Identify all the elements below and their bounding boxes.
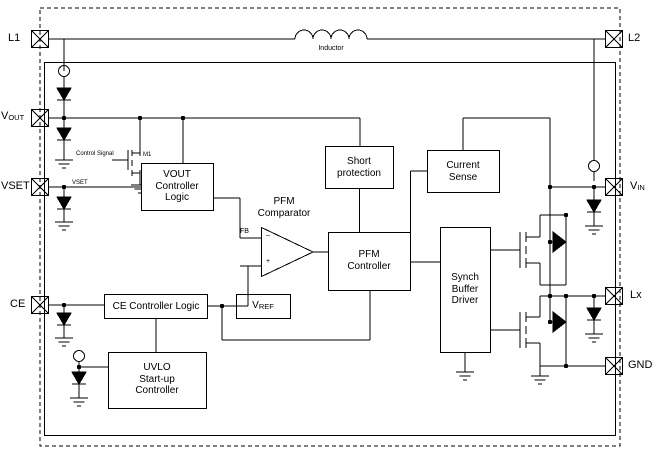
block-label-current-sense: Current Sense <box>446 160 480 183</box>
pfm-comparator-label: PFM Comparator <box>257 196 311 219</box>
block-label-vref: VREF <box>252 300 274 311</box>
block-label-ce-controller-logic: CE Controller Logic <box>112 301 200 312</box>
control-signal-label: Control Signal <box>76 151 114 157</box>
inductor-label: Inductor <box>318 45 344 52</box>
block-label-vout-controller-logic: VOUT Controller Logic <box>155 169 199 203</box>
pin-label-l1: L1 <box>8 32 21 44</box>
pin-label-lx: Lx <box>630 289 642 301</box>
pin-label-vin: VIN <box>630 180 645 192</box>
block-label-pfm-controller: PFM Controller <box>347 249 391 272</box>
pin-label-ce: CE <box>10 298 26 310</box>
block-label-short-protection: Short protection <box>337 156 381 179</box>
comparator-minus-label: – <box>266 232 270 239</box>
block-label-synch-buffer-driver: Synch Buffer Driver <box>451 272 479 306</box>
m1-label: M1 <box>143 152 152 158</box>
pin-label-gnd: GND <box>628 359 653 371</box>
block-label-uvlo-startup-controller: UVLO Start-up Controller <box>135 362 179 396</box>
vset-net-label: VSET <box>72 180 88 186</box>
pin-label-vout: VOUT <box>1 110 25 122</box>
pin-label-l2: L2 <box>628 32 641 44</box>
pin-label-vset: VSET <box>1 180 30 192</box>
comparator-plus-label: + <box>266 258 271 265</box>
fb-label: FB <box>240 228 249 235</box>
